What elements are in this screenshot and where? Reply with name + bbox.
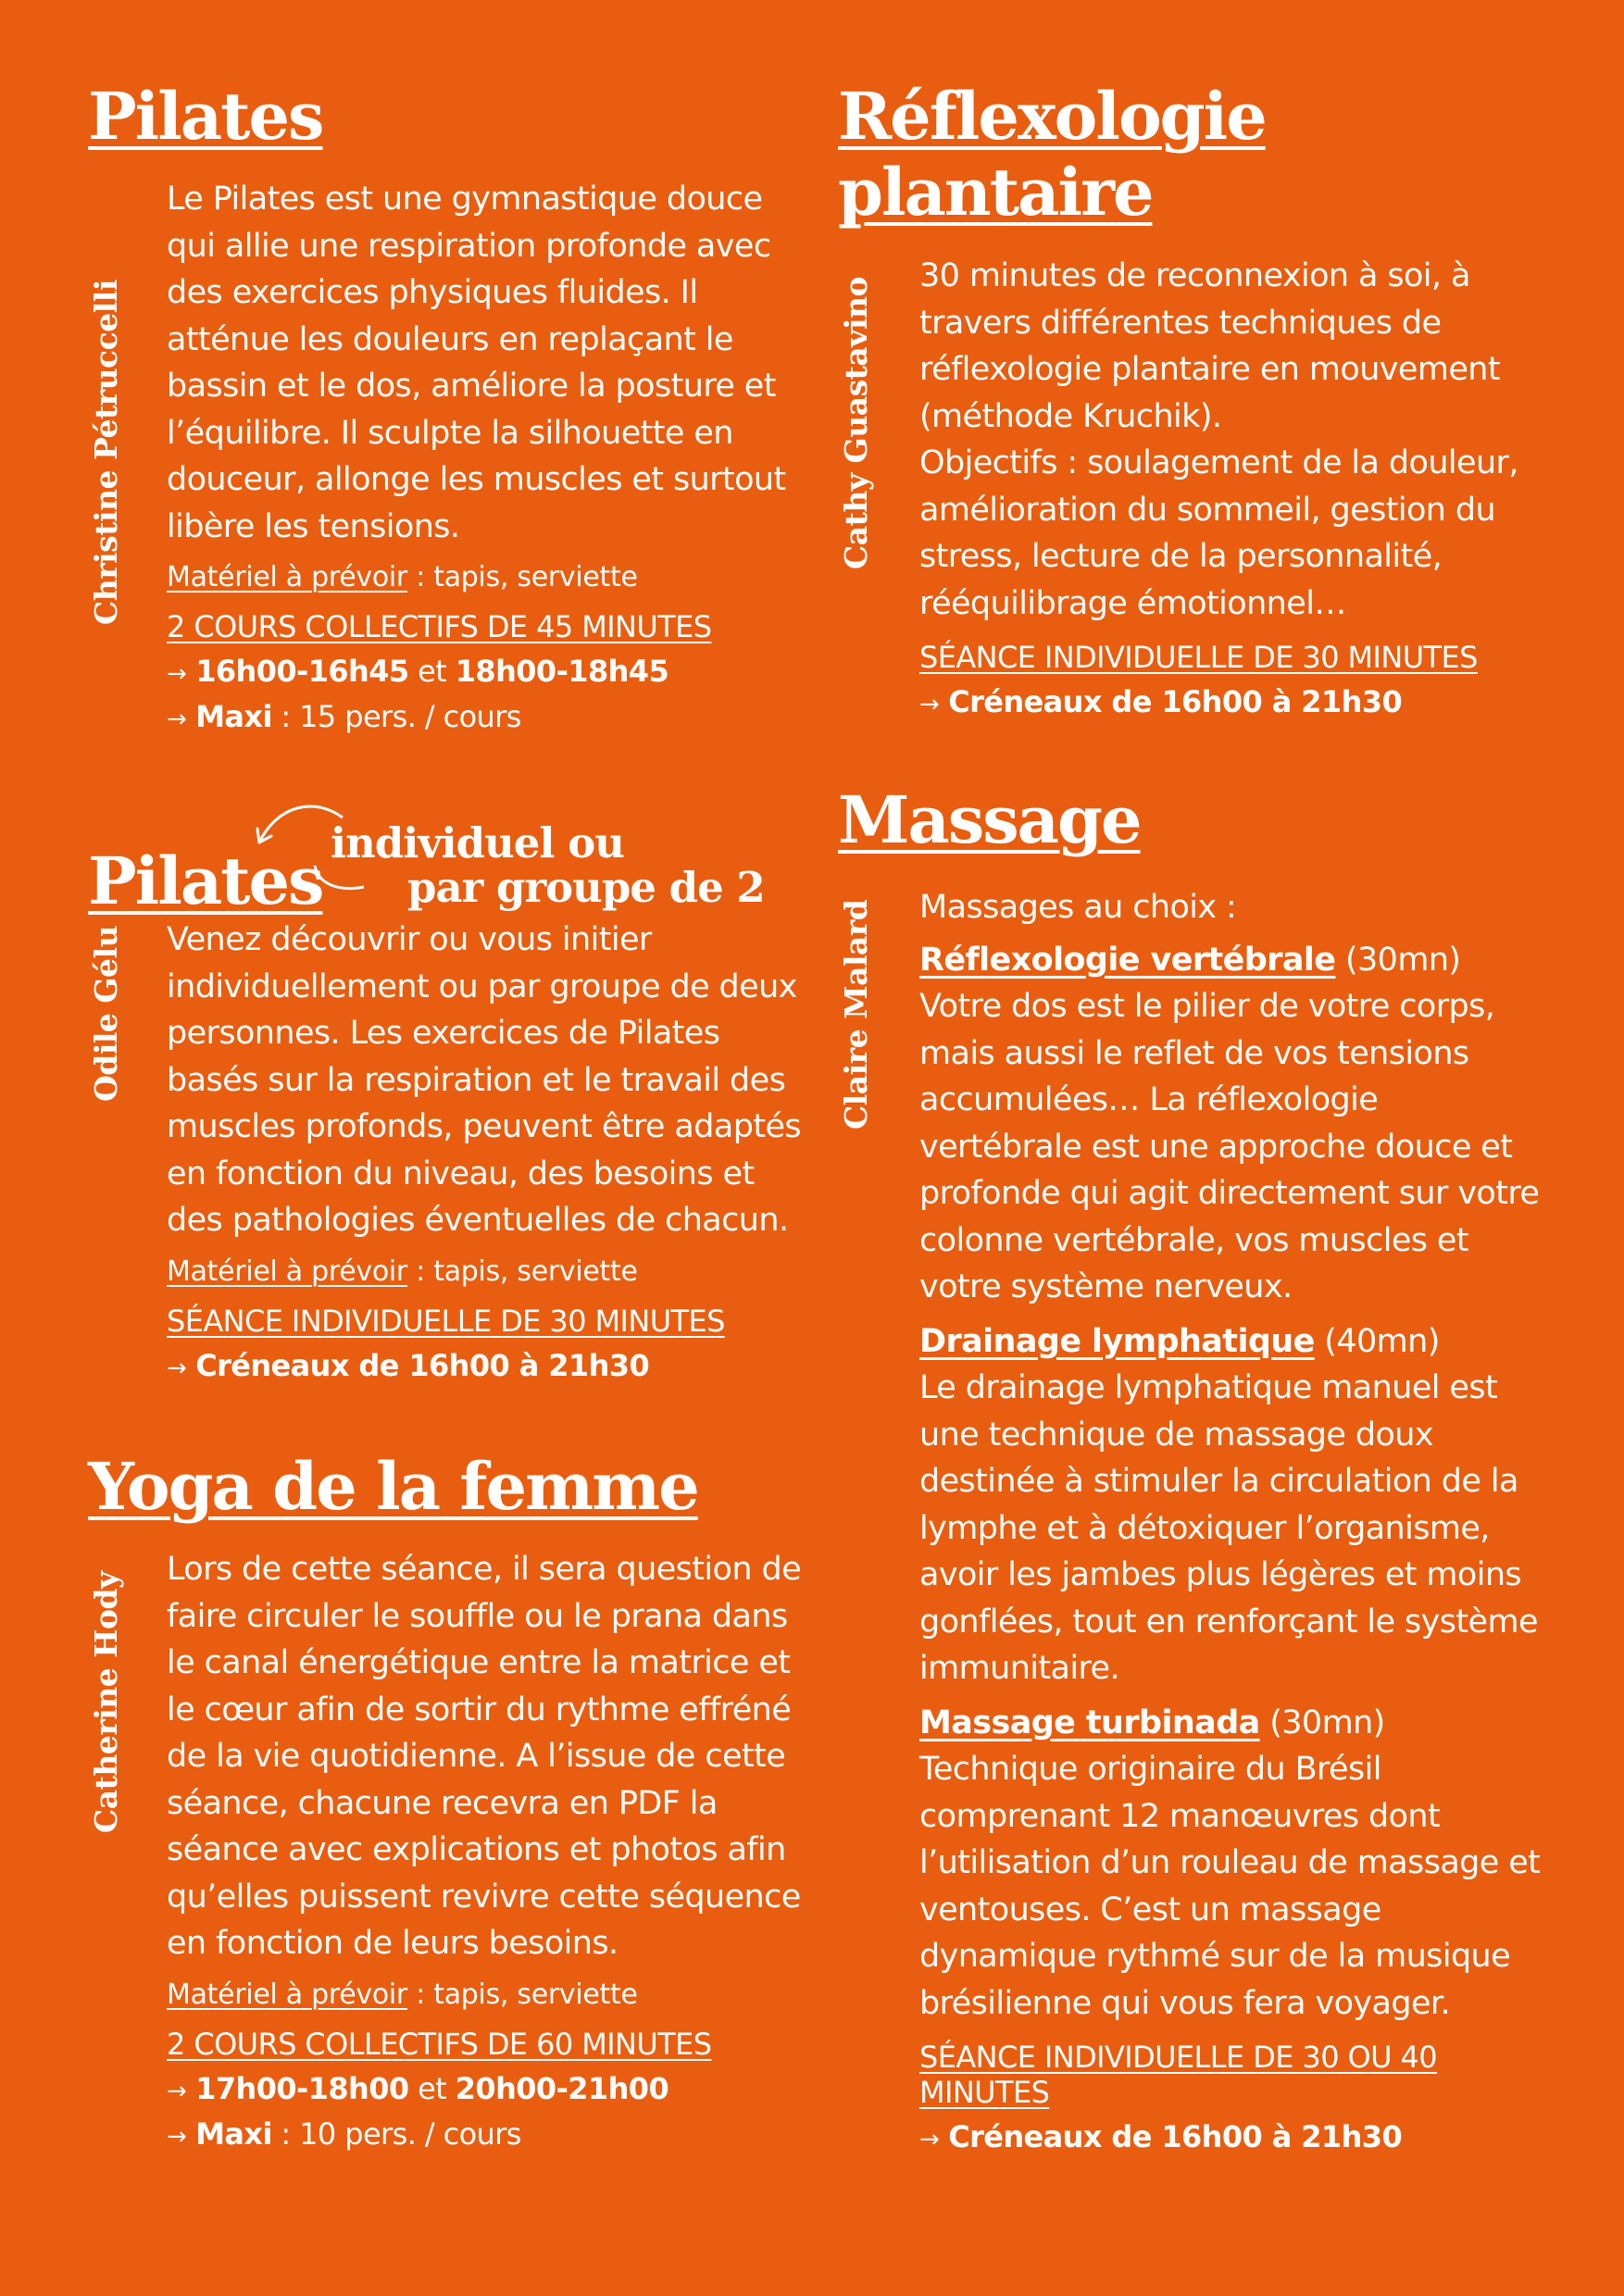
arrow-right-icon: → [167, 660, 187, 688]
instructor-name: Cathy Guastavino [838, 276, 874, 569]
yoga-section [88, 1449, 801, 2217]
pilates-individual-title: Pilates [88, 842, 323, 919]
slots-line [167, 1344, 815, 1390]
material-label: Matériel à prévoir [167, 561, 407, 593]
instructor-name: Christine Pétruccelli [88, 280, 124, 625]
capacity-line [167, 2113, 806, 2158]
session-type: SÉANCE INDIVIDUELLE DE 30 MINUTES [167, 1303, 725, 1339]
massage-option-duration: (30mn) [1259, 1703, 1385, 1741]
massage-option [919, 937, 1549, 1311]
session-type: 2 COURS COLLECTIFS DE 60 MINUTES [167, 2026, 712, 2062]
massage-intro: Massages au choix : [919, 889, 1237, 926]
pilates-description: Le Pilates est une gymnastique douce qui allie une respiration profonde avec des exercices physiques fluides. Il atténue les douleurs en replaçant le bassin et le dos, améliore la posture et l’équilibre. Il sculpte la silhouette en douceur, allonge les muscles et surtout libère les tensions. [167, 181, 786, 545]
material-label: Matériel à prévoir [167, 1978, 407, 2011]
instructor-name: Claire Malard [838, 899, 874, 1129]
session-type: SÉANCE INDIVIDUELLE DE 30 MINUTES [919, 640, 1478, 675]
material-line [167, 1977, 806, 2014]
arrow-right-icon: → [167, 2077, 187, 2105]
session-type: SÉANCE INDIVIDUELLE DE 30 OU 40 MINUTES [919, 2040, 1438, 2110]
reflexology-description: 30 minutes de reconnexion à soi, à travers différentes techniques de réflexologie plantaire en mouvement (méthode Kruchik). [919, 257, 1500, 435]
massage-option-description: Votre dos est le pilier de votre corps, mais aussi le reflet de vos tensions accumulées… La réflexologie vertébrale est une approche douce et profonde qui agit directement sur votre colonne vertébrale, vos muscles et votre système nerveux. [919, 988, 1540, 1305]
yoga-title: Yoga de la femme [88, 1448, 698, 1525]
session-type: 2 COURS COLLECTIFS DE 45 MINUTES [167, 609, 712, 644]
pilates-individual-description: Venez découvrir ou vous initier individuellement ou par groupe de deux personnes. Les exercices de Pilates basés sur la respiration et le travail des muscles profonds, peuvent être adaptés en fonction du niveau, des besoins et des pathologies éventuelles de chacun. [167, 921, 802, 1239]
slots-text: Créneaux de 16h00 à 21h30 [948, 684, 1403, 719]
massage-content [919, 884, 1549, 2161]
instructor-name: Catherine Hody [88, 1571, 124, 1833]
reflexology-title [838, 79, 1266, 231]
massage-option-name: Drainage lymphatique [919, 1322, 1315, 1360]
reflexology-title-line1: Réflexologie [838, 78, 1266, 155]
massage-title: Massage [838, 781, 1141, 858]
reflexology-content [919, 253, 1540, 726]
annotation-line-1: individuel ou [331, 818, 624, 867]
time-slot: 17h00-18h00 [195, 2070, 409, 2106]
material-value: : tapis, serviette [406, 561, 638, 593]
arrow-right-icon: → [167, 2122, 187, 2151]
material-label: Matériel à prévoir [167, 1254, 407, 1288]
massage-option-description: Le drainage lymphatique manuel est une technique de massage doux destinée à stimuler la circulation de la lymphe et à détoxiquer l’organisme, avoir les jambes plus légères et moins gonflées, tout en renforçant le système immunitaire. [919, 1369, 1538, 1687]
massage-option-duration: (40mn) [1314, 1322, 1440, 1360]
reflexology-objectives: Objectifs : soulagement de la douleur, amélioration du sommeil, gestion du stress, lecture de la personnalité, rééquilibrage émotionnel… [919, 444, 1518, 622]
yoga-content [167, 1546, 806, 2158]
time-slot: 18h00-18h45 [455, 654, 669, 689]
reflexology-title-line2: plantaire [838, 154, 1153, 231]
schedule-line [167, 2067, 806, 2113]
conjunction: et [408, 2070, 456, 2106]
material-line [167, 1254, 815, 1291]
capacity-label: Maxi [195, 2115, 272, 2152]
slots-text: Créneaux de 16h00 à 21h30 [195, 1347, 650, 1383]
massage-option-description: Technique originaire du Brésil comprenant 12 manœuvres dont l’utilisation d’un rouleau de massage et ventouses. C’est un massage dynamique rythmé sur de la musique brésilienne qui vous fera voyager. [919, 1751, 1541, 2022]
massage-option-duration: (30mn) [1335, 941, 1461, 979]
pilates-individual-section [88, 801, 801, 1430]
conjunction: et [408, 654, 456, 689]
massage-section [838, 782, 1560, 2171]
instructor-name: Odile Gélu [88, 925, 124, 1102]
massage-option [919, 1318, 1549, 1692]
massage-option-name: Réflexologie vertébrale [919, 941, 1336, 979]
slots-text: Créneaux de 16h00 à 21h30 [948, 2119, 1403, 2154]
capacity-label: Maxi [195, 699, 272, 734]
material-value: : tapis, serviette [406, 1978, 638, 2011]
capacity-value: : 10 pers. / cours [271, 2115, 521, 2152]
reflexology-section [838, 79, 1560, 745]
arrow-right-icon: → [167, 1354, 187, 1382]
time-slot: 20h00-21h00 [455, 2070, 669, 2106]
yoga-description: Lors de cette séance, il sera question de faire circuler le souffle ou le prana dans le canal énergétique entre la matrice et le cœur afin de sortir du rythme effréné de la vie quotidienne. A l’issue de cette séance, chacune recevra en PDF la séance avec explications et photos afin qu’elles puissent revivre cette séquence en fonction de leurs besoins. [167, 1551, 802, 1962]
schedule-line [167, 650, 796, 695]
pilates-title: Pilates [88, 78, 323, 155]
arrow-right-icon: → [919, 2126, 940, 2153]
slots-line [919, 680, 1540, 726]
time-slot: 16h00-16h45 [195, 654, 409, 689]
capacity-line [167, 695, 796, 741]
massage-option [919, 1700, 1549, 2028]
material-line [167, 559, 796, 596]
massage-option-name: Massage turbinada [919, 1703, 1260, 1741]
capacity-value: : 15 pers. / cours [271, 699, 521, 734]
slots-line [919, 2115, 1549, 2161]
arrow-right-icon: → [919, 691, 940, 718]
pilates-individual-content [167, 917, 815, 1390]
annotation-line-2: par groupe de 2 [407, 863, 765, 912]
pilates-section [88, 79, 801, 782]
pilates-content [167, 176, 796, 741]
material-value: : tapis, serviette [406, 1254, 638, 1288]
arrow-right-icon: → [167, 705, 187, 733]
